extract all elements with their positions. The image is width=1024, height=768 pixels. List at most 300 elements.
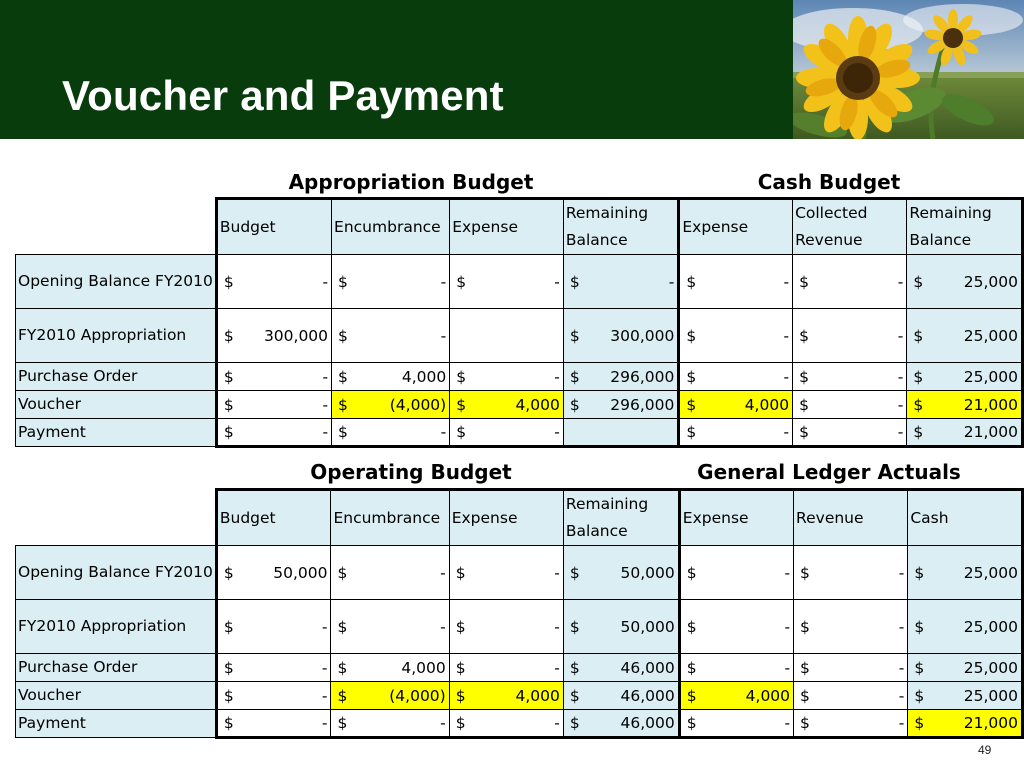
value-cell <box>679 710 793 738</box>
amount: 300,000 <box>610 326 675 345</box>
currency-symbol: $ <box>800 686 810 705</box>
currency-symbol: $ <box>337 686 348 705</box>
amount: (4,000) <box>389 686 446 705</box>
currency-symbol: $ <box>913 423 924 441</box>
value-cell <box>679 546 793 600</box>
value-cell <box>216 255 331 309</box>
amount: 296,000 <box>610 395 675 414</box>
currency-value <box>909 423 1019 441</box>
amount: - <box>784 714 791 732</box>
currency-symbol: $ <box>455 658 466 677</box>
currency-value <box>452 368 561 386</box>
amount: - <box>897 367 904 386</box>
operating-ledger-table <box>15 488 1024 739</box>
value-cell <box>331 654 449 682</box>
currency-value <box>220 618 329 636</box>
amount: 25,000 <box>963 563 1018 582</box>
currency-symbol: $ <box>913 326 924 345</box>
currency-symbol: $ <box>800 563 810 582</box>
currency-value <box>334 368 447 386</box>
table-row <box>16 309 1023 363</box>
amount: 25,000 <box>963 617 1018 636</box>
amount: 25,000 <box>963 686 1018 705</box>
currency-value <box>683 659 791 677</box>
currency-value <box>795 368 904 386</box>
currency-value <box>452 618 561 636</box>
amount: - <box>897 326 904 345</box>
table-row <box>16 710 1023 738</box>
column-header: Budget <box>216 199 331 255</box>
amount: - <box>554 714 560 732</box>
value-cell <box>216 546 331 600</box>
value-cell <box>793 363 907 391</box>
amount: - <box>321 617 328 636</box>
currency-symbol: $ <box>569 686 580 705</box>
title-bar <box>0 0 1024 139</box>
row-label: Purchase Order <box>16 363 217 391</box>
value-cell <box>331 682 449 710</box>
value-cell <box>332 419 450 447</box>
table-row <box>16 682 1023 710</box>
currency-value <box>910 618 1019 636</box>
table-row <box>16 419 1023 447</box>
value-cell <box>793 309 907 363</box>
row-label: Voucher <box>16 391 217 419</box>
value-cell <box>679 654 793 682</box>
table-row <box>16 546 1023 600</box>
currency-symbol: $ <box>569 563 580 582</box>
value-cell <box>563 546 679 600</box>
currency-value <box>566 618 676 636</box>
column-header: Remaining Balance <box>563 199 679 255</box>
currency-symbol: $ <box>799 423 809 441</box>
currency-symbol: $ <box>569 326 580 345</box>
amount: 25,000 <box>963 658 1018 677</box>
currency-symbol: $ <box>914 563 925 582</box>
currency-value <box>795 423 904 441</box>
currency-symbol: $ <box>569 395 580 414</box>
currency-value <box>333 618 446 636</box>
amount: - <box>440 272 447 291</box>
column-header: Cash <box>908 490 1023 546</box>
currency-symbol: $ <box>569 617 580 636</box>
value-cell <box>679 419 793 447</box>
currency-symbol: $ <box>914 686 925 705</box>
currency-symbol: $ <box>569 367 580 386</box>
currency-symbol: $ <box>914 658 925 677</box>
currency-value <box>795 273 904 291</box>
currency-symbol: $ <box>569 658 580 677</box>
amount: - <box>440 563 446 582</box>
currency-symbol: $ <box>686 686 697 705</box>
currency-symbol: $ <box>686 367 697 386</box>
currency-value <box>796 618 905 636</box>
currency-symbol: $ <box>686 326 697 345</box>
value-cell <box>563 419 679 447</box>
amount: - <box>554 272 560 291</box>
table-row <box>16 654 1023 682</box>
value-cell <box>679 600 793 654</box>
currency-value <box>220 423 329 441</box>
value-cell <box>450 309 564 363</box>
amount: 25,000 <box>963 272 1018 291</box>
amount: 50,000 <box>620 563 675 582</box>
currency-value <box>682 327 790 345</box>
value-cell <box>449 600 563 654</box>
amount: 50,000 <box>620 617 675 636</box>
currency-value <box>796 659 905 677</box>
value-cell <box>331 546 449 600</box>
currency-symbol: $ <box>456 367 467 386</box>
currency-symbol: $ <box>337 563 348 582</box>
value-cell <box>907 391 1023 419</box>
value-cell <box>449 654 563 682</box>
currency-value <box>334 396 447 414</box>
amount: - <box>783 326 790 345</box>
currency-symbol: $ <box>799 367 809 386</box>
value-cell <box>450 419 564 447</box>
value-cell <box>216 391 331 419</box>
currency-symbol: $ <box>686 617 697 636</box>
value-cell <box>793 391 907 419</box>
amount: 25,000 <box>963 367 1018 386</box>
value-cell <box>563 363 679 391</box>
value-cell <box>449 710 563 738</box>
value-cell <box>679 309 793 363</box>
sunflower-image <box>793 0 1024 139</box>
currency-value <box>334 273 447 291</box>
value-cell <box>216 309 331 363</box>
amount: 296,000 <box>610 367 675 386</box>
currency-value <box>220 714 329 732</box>
currency-value <box>796 564 905 582</box>
currency-value <box>333 659 446 677</box>
currency-symbol: $ <box>800 714 810 732</box>
amount: 300,000 <box>263 326 329 345</box>
column-header: Expense <box>449 490 563 546</box>
amount: - <box>322 272 329 291</box>
amount: - <box>321 658 328 677</box>
currency-value <box>795 396 904 414</box>
sunflower-photo <box>793 0 1024 139</box>
value-cell <box>563 600 679 654</box>
currency-value <box>683 714 791 732</box>
currency-value <box>566 327 676 345</box>
currency-symbol: $ <box>686 563 697 582</box>
currency-symbol: $ <box>913 272 924 291</box>
currency-value <box>683 564 791 582</box>
currency-value <box>566 396 676 414</box>
row-label: FY2010 Appropriation <box>16 600 217 654</box>
amount: - <box>554 367 560 386</box>
currency-symbol: $ <box>338 367 348 386</box>
currency-symbol: $ <box>223 658 234 677</box>
value-cell <box>794 546 908 600</box>
operating-budget-title: Operating Budget <box>310 460 512 484</box>
value-cell <box>563 309 679 363</box>
appropriation-cash-table <box>15 197 1024 448</box>
amount: 46,000 <box>620 658 675 677</box>
value-cell <box>793 419 907 447</box>
amount: 50,000 <box>273 563 328 582</box>
currency-value <box>220 273 329 291</box>
column-header: Expense <box>679 199 793 255</box>
amount: - <box>897 423 904 441</box>
currency-symbol: $ <box>456 423 467 441</box>
currency-value <box>220 368 329 386</box>
slide-title: Voucher and Payment <box>62 72 504 119</box>
currency-value <box>220 659 329 677</box>
value-cell <box>679 391 793 419</box>
currency-value <box>452 273 561 291</box>
value-cell <box>450 255 564 309</box>
amount: - <box>321 686 328 705</box>
row-label: Payment <box>16 710 217 738</box>
currency-symbol: $ <box>455 714 466 732</box>
value-cell <box>332 255 450 309</box>
currency-symbol: $ <box>223 714 234 732</box>
value-cell <box>332 391 450 419</box>
column-header: Remaining Balance <box>563 490 679 546</box>
currency-value <box>333 714 446 732</box>
amount: 4,000 <box>745 686 791 705</box>
currency-value <box>909 368 1019 386</box>
currency-symbol: $ <box>914 714 925 732</box>
currency-symbol: $ <box>686 714 697 732</box>
row-label: FY2010 Appropriation <box>16 309 217 363</box>
currency-symbol: $ <box>686 272 697 291</box>
amount: 4,000 <box>401 367 447 386</box>
amount: (4,000) <box>389 395 447 414</box>
value-cell <box>331 600 449 654</box>
currency-value <box>220 564 329 582</box>
currency-value <box>796 687 905 705</box>
general-ledger-actuals-title: General Ledger Actuals <box>697 460 961 484</box>
currency-symbol: $ <box>799 395 809 414</box>
currency-value <box>682 273 790 291</box>
amount: - <box>898 617 905 636</box>
value-cell <box>794 710 908 738</box>
currency-value <box>334 423 447 441</box>
currency-symbol: $ <box>799 272 809 291</box>
value-cell <box>216 600 331 654</box>
amount: - <box>322 367 329 386</box>
amount: - <box>783 367 790 386</box>
amount: 21,000 <box>963 714 1018 732</box>
column-header: Revenue <box>794 490 908 546</box>
value-cell <box>908 654 1023 682</box>
amount: 4,000 <box>401 658 446 677</box>
currency-value <box>333 564 446 582</box>
table-row <box>16 600 1023 654</box>
currency-symbol: $ <box>799 326 809 345</box>
currency-symbol: $ <box>455 686 466 705</box>
amount: - <box>321 714 328 732</box>
column-header: Collected Revenue <box>793 199 907 255</box>
column-header: Encumbrance <box>332 199 450 255</box>
currency-value <box>796 714 905 732</box>
value-cell <box>794 600 908 654</box>
currency-symbol: $ <box>338 272 348 291</box>
value-cell <box>449 546 563 600</box>
currency-value <box>682 396 790 414</box>
currency-symbol: $ <box>223 395 234 414</box>
row-label: Purchase Order <box>16 654 217 682</box>
page-number: 49 <box>978 743 992 757</box>
row-label: Payment <box>16 419 217 447</box>
value-cell <box>908 710 1023 738</box>
currency-value <box>220 327 329 345</box>
currency-value <box>452 714 561 732</box>
value-cell <box>450 391 564 419</box>
amount: - <box>898 563 905 582</box>
amount: - <box>783 423 790 441</box>
currency-value <box>910 564 1019 582</box>
amount: 25,000 <box>963 326 1018 345</box>
column-header: Expense <box>450 199 564 255</box>
amount: - <box>784 563 791 582</box>
currency-value <box>683 687 791 705</box>
currency-symbol: $ <box>223 326 234 345</box>
currency-value <box>910 714 1019 732</box>
currency-symbol: $ <box>338 326 348 345</box>
value-cell <box>679 682 793 710</box>
currency-symbol: $ <box>800 658 810 677</box>
amount: 4,000 <box>744 395 790 414</box>
cash-budget-title: Cash Budget <box>757 170 901 194</box>
amount: - <box>554 658 560 677</box>
currency-value <box>566 659 676 677</box>
amount: 21,000 <box>963 423 1018 441</box>
currency-symbol: $ <box>338 423 348 441</box>
value-cell <box>216 654 331 682</box>
currency-symbol: $ <box>223 423 234 441</box>
amount: 46,000 <box>620 686 675 705</box>
table-row <box>16 255 1023 309</box>
value-cell <box>908 546 1023 600</box>
currency-symbol: $ <box>455 617 466 636</box>
value-cell <box>563 710 679 738</box>
currency-value <box>566 714 676 732</box>
amount: - <box>784 617 791 636</box>
header-row <box>16 490 1023 546</box>
value-cell <box>908 600 1023 654</box>
amount: - <box>898 686 905 705</box>
amount: - <box>322 423 329 441</box>
currency-symbol: $ <box>456 395 467 414</box>
header-row <box>16 199 1023 255</box>
currency-value <box>910 687 1019 705</box>
value-cell <box>216 710 331 738</box>
currency-value <box>334 327 447 345</box>
value-cell <box>563 255 679 309</box>
amount: - <box>554 563 560 582</box>
currency-value <box>452 423 561 441</box>
value-cell <box>216 682 331 710</box>
amount: - <box>440 423 447 441</box>
currency-value <box>910 659 1019 677</box>
column-header: Remaining Balance <box>907 199 1023 255</box>
amount: - <box>322 395 329 414</box>
currency-symbol: $ <box>337 617 348 636</box>
value-cell <box>563 391 679 419</box>
currency-symbol: $ <box>686 423 697 441</box>
value-cell <box>216 419 331 447</box>
currency-symbol: $ <box>223 686 234 705</box>
value-cell <box>907 309 1023 363</box>
amount: 46,000 <box>620 714 675 732</box>
currency-symbol: $ <box>800 617 810 636</box>
value-cell <box>216 363 331 391</box>
currency-value <box>220 396 329 414</box>
currency-value <box>452 659 561 677</box>
currency-value <box>682 368 790 386</box>
value-cell <box>794 654 908 682</box>
currency-value <box>452 564 561 582</box>
amount: - <box>898 714 905 732</box>
table-row <box>16 363 1023 391</box>
row-label: Voucher <box>16 682 217 710</box>
amount: - <box>440 326 447 345</box>
currency-symbol: $ <box>338 395 348 414</box>
value-cell <box>332 363 450 391</box>
currency-value <box>909 273 1019 291</box>
amount: 4,000 <box>515 686 560 705</box>
row-label: Opening Balance FY2010 <box>16 255 217 309</box>
value-cell <box>449 682 563 710</box>
amount: - <box>554 617 560 636</box>
currency-symbol: $ <box>913 367 924 386</box>
value-cell <box>331 710 449 738</box>
amount: 4,000 <box>515 395 560 414</box>
amount: - <box>440 714 446 732</box>
currency-value <box>566 273 676 291</box>
value-cell <box>793 255 907 309</box>
currency-symbol: $ <box>913 395 924 414</box>
currency-value <box>909 396 1019 414</box>
currency-value <box>566 687 676 705</box>
currency-value <box>333 687 446 705</box>
column-header: Encumbrance <box>331 490 449 546</box>
currency-value <box>909 327 1019 345</box>
currency-symbol: $ <box>223 617 234 636</box>
column-header: Expense <box>679 490 793 546</box>
column-header: Budget <box>216 490 331 546</box>
currency-value <box>795 327 904 345</box>
corner-blank <box>16 199 217 255</box>
currency-symbol: $ <box>686 658 697 677</box>
currency-value <box>566 368 676 386</box>
value-cell <box>907 255 1023 309</box>
currency-value <box>452 396 561 414</box>
value-cell <box>907 419 1023 447</box>
amount: - <box>898 658 905 677</box>
value-cell <box>563 682 679 710</box>
value-cell <box>332 309 450 363</box>
table-row <box>16 391 1023 419</box>
currency-value <box>566 564 676 582</box>
value-cell <box>908 682 1023 710</box>
currency-symbol: $ <box>569 272 580 291</box>
row-label: Opening Balance FY2010 <box>16 546 217 600</box>
amount: - <box>440 617 446 636</box>
currency-symbol: $ <box>569 714 580 732</box>
appropriation-budget-title: Appropriation Budget <box>288 170 534 194</box>
currency-symbol: $ <box>686 395 697 414</box>
currency-symbol: $ <box>223 563 234 582</box>
value-cell <box>679 255 793 309</box>
value-cell <box>563 654 679 682</box>
